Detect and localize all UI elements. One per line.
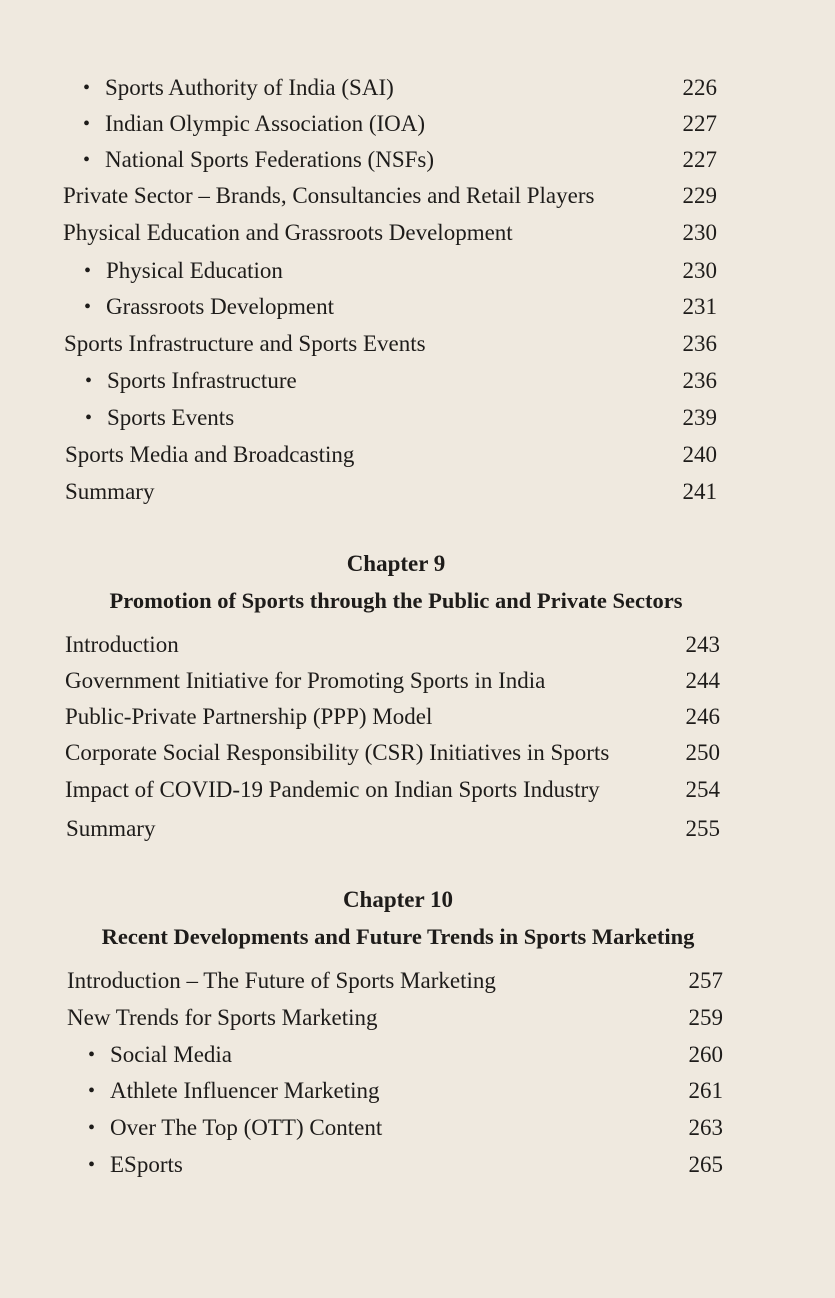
page-number: 255	[685, 816, 720, 841]
entry-title: Physical Education	[106, 258, 283, 283]
page-number: 227	[682, 111, 717, 136]
page-number: 261	[688, 1078, 723, 1103]
bullet-icon: •	[88, 1117, 96, 1139]
entry-title: Impact of COVID-19 Pandemic on Indian Sports Industry	[65, 777, 600, 802]
page-number: 243	[685, 632, 720, 657]
entry-title: Public-Private Partnership (PPP) Model	[65, 704, 433, 729]
bullet-icon: •	[84, 260, 92, 282]
toc-entry	[65, 775, 720, 805]
bullet-icon: •	[85, 407, 93, 429]
toc-entry	[65, 440, 717, 470]
page-number: 246	[685, 704, 720, 729]
entry-title: Sports Infrastructure	[107, 368, 297, 393]
bullet-icon: •	[83, 77, 91, 99]
page-number: 230	[682, 220, 717, 245]
page-number: 244	[685, 668, 720, 693]
entry-title: Athlete Influencer Marketing	[110, 1078, 380, 1103]
toc-entry	[65, 702, 720, 732]
bullet-icon: •	[88, 1044, 96, 1066]
toc-entry	[88, 1040, 723, 1070]
toc-entry	[65, 630, 720, 660]
chapter-9-label: Chapter 9	[346, 551, 446, 576]
page-number: 250	[685, 740, 720, 765]
toc-entry	[88, 1076, 723, 1106]
bullet-icon: •	[85, 370, 93, 392]
page-number: 231	[682, 294, 717, 319]
toc-entry	[83, 145, 717, 175]
entry-title: Sports Events	[107, 405, 235, 430]
page-number: 227	[682, 147, 717, 172]
toc-entry	[65, 666, 720, 696]
toc-entry	[65, 477, 717, 507]
toc-entry	[83, 73, 717, 103]
bullet-icon: •	[88, 1154, 96, 1176]
toc-entry	[65, 738, 720, 768]
toc-entry	[88, 1150, 723, 1180]
entry-title: Introduction – The Future of Sports Marketing	[67, 968, 496, 993]
chapter-9-title: Promotion of Sports through the Public and Private Sectors	[109, 588, 683, 613]
page-number: 254	[685, 777, 720, 802]
entry-title: Government Initiative for Promoting Sports in India	[65, 668, 546, 693]
entry-title: Introduction	[65, 632, 179, 657]
bullet-icon: •	[83, 149, 91, 171]
page-number: 265	[688, 1152, 723, 1177]
entry-title: Private Sector – Brands, Consultancies and Retail Players	[63, 183, 595, 208]
toc-entry	[64, 329, 717, 359]
chapter-10-label: Chapter 10	[342, 887, 454, 912]
entry-title: Corporate Social Responsibility (CSR) Initiatives in Sports	[65, 740, 610, 765]
page-number: 240	[682, 442, 717, 467]
entry-title: National Sports Federations (NSFs)	[105, 147, 435, 172]
page-number: 257	[688, 968, 723, 993]
entry-title: Grassroots Development	[106, 294, 335, 319]
toc-entry	[83, 109, 717, 139]
toc-entry	[85, 403, 717, 433]
page-number: 241	[682, 479, 717, 504]
toc-entry	[67, 1003, 723, 1033]
page-number: 229	[682, 183, 717, 208]
entry-title: Over The Top (OTT) Content	[110, 1115, 383, 1140]
page-number: 230	[682, 258, 717, 283]
page-number: 260	[688, 1042, 723, 1067]
toc-entry	[84, 292, 717, 322]
toc-entry	[84, 256, 717, 286]
chapter-10-title: Recent Developments and Future Trends in Sports Marketing	[101, 924, 695, 949]
bullet-icon: •	[88, 1080, 96, 1102]
entry-title: Indian Olympic Association (IOA)	[105, 111, 426, 136]
page-number: 236	[682, 331, 717, 356]
page-number: 239	[682, 405, 717, 430]
entry-title: Social Media	[110, 1042, 232, 1067]
entry-title: New Trends for Sports Marketing	[67, 1005, 378, 1030]
page-number: 236	[682, 368, 717, 393]
page-number: 259	[688, 1005, 723, 1030]
entry-title: Summary	[65, 479, 155, 504]
page-number: 226	[682, 75, 717, 100]
entry-title: Sports Infrastructure and Sports Events	[64, 331, 426, 356]
toc-entry	[63, 218, 717, 248]
toc-entry	[85, 366, 717, 396]
bullet-icon: •	[83, 113, 91, 135]
entry-title: ESports	[110, 1152, 183, 1177]
toc-entry	[63, 181, 717, 211]
toc-entry	[67, 966, 723, 996]
page-number: 263	[688, 1115, 723, 1140]
entry-title: Physical Education and Grassroots Development	[63, 220, 513, 245]
entry-title: Sports Media and Broadcasting	[65, 442, 355, 467]
bullet-icon: •	[84, 296, 92, 318]
entry-title: Summary	[66, 816, 156, 841]
entry-title: Sports Authority of India (SAI)	[105, 75, 394, 100]
toc-entry	[88, 1113, 723, 1143]
toc-entry	[66, 814, 720, 844]
